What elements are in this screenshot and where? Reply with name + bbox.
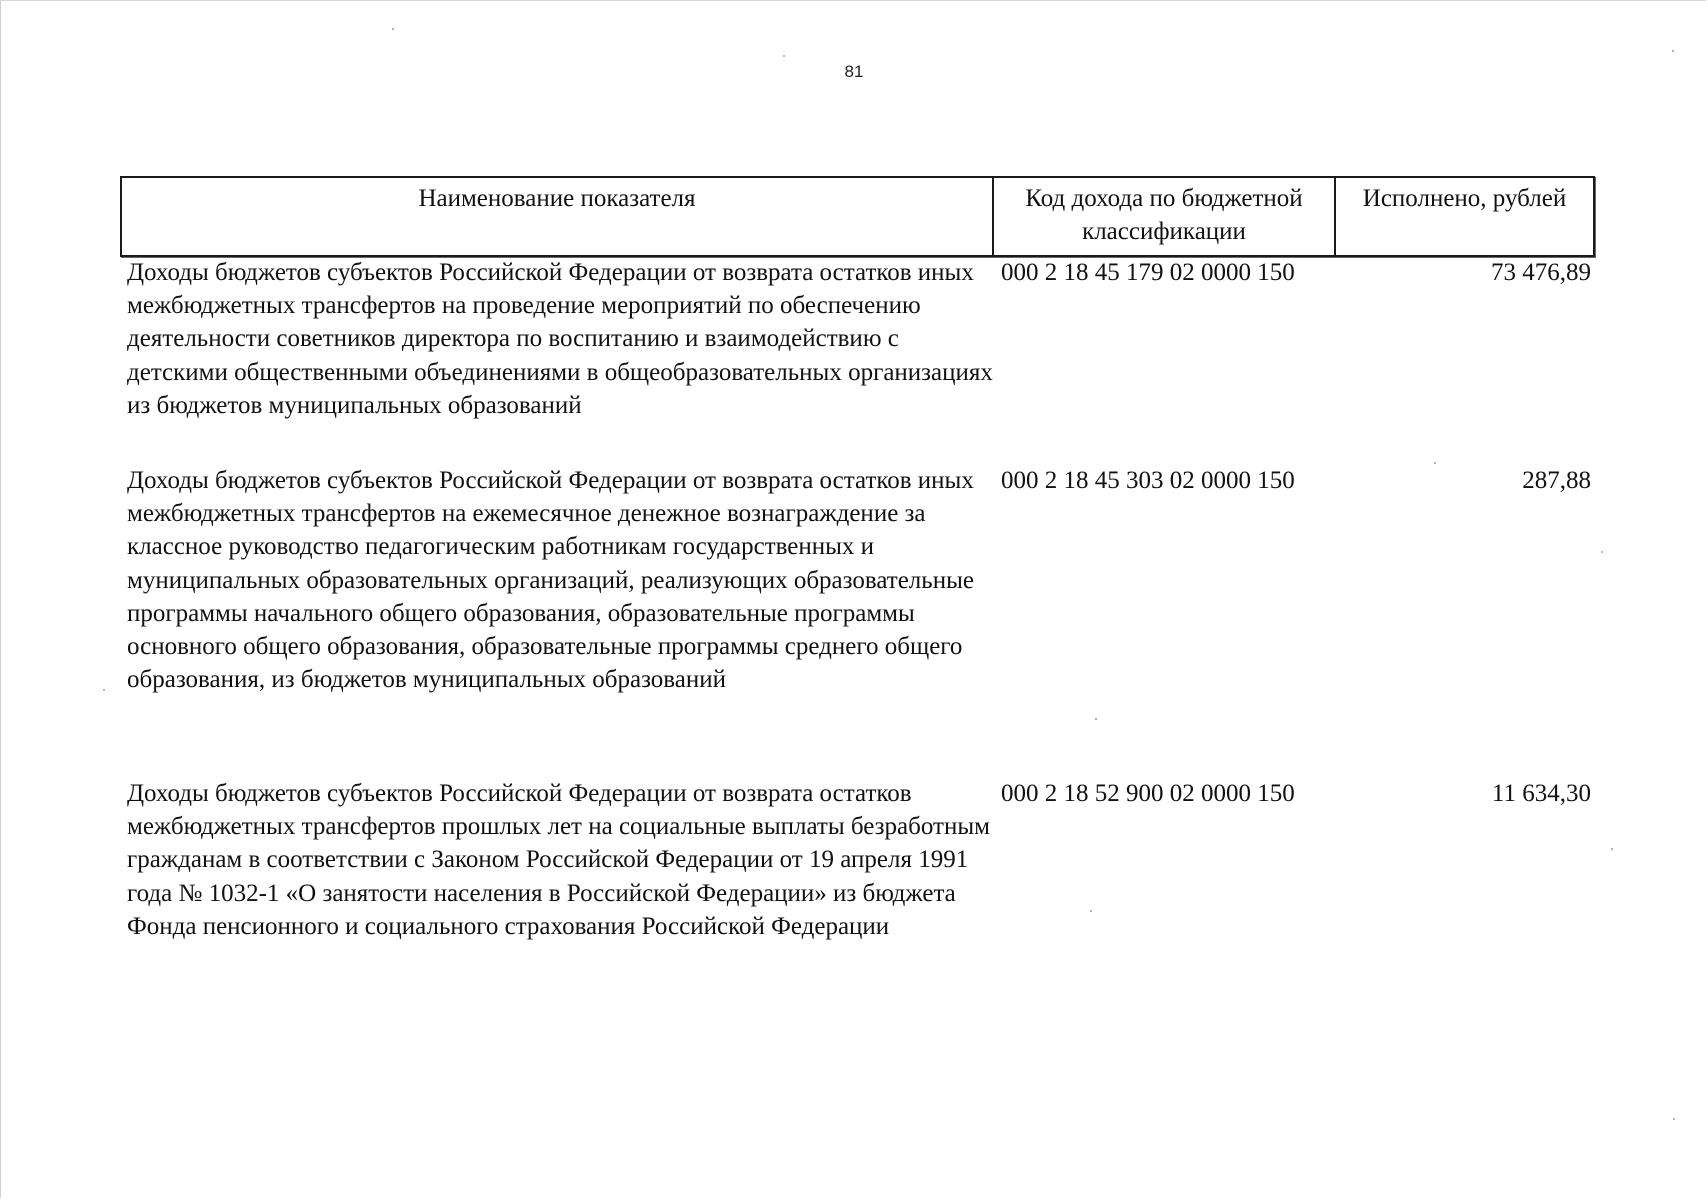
scan-speck — [1672, 50, 1674, 52]
header-amount-column: Исполнено, рублей — [1362, 185, 1567, 212]
scan-speck — [783, 55, 785, 57]
header-name-column: Наименование показателя — [122, 178, 994, 255]
row-indicator-name: Доходы бюджетов субъектов Российской Федерации от возврата остатков иных межбюджетных трансфертов на проведение мероприятий по обеспечению деятельности советников директора по воспитанию и взаимодействию с детскими общественными объединениями в общеобразовательных организациях из бюджетов муниципальных образований — [127, 259, 993, 419]
scan-speck — [1434, 462, 1436, 464]
header-code-column: Код дохода по бюджетной классификации — [994, 178, 1336, 255]
row-amount: 73 476,89 — [1491, 259, 1591, 286]
row-income-code: 000 2 18 52 900 02 0000 150 — [1001, 780, 1295, 807]
row-amount: 11 634,30 — [1491, 780, 1591, 807]
row-indicator-name: Доходы бюджетов субъектов Российской Федерации от возврата остатков межбюджетных трансфертов прошлых лет на социальные выплаты безработным гражданам в соответствии с Законом Российской Федерации от 19 апреля 1991 года № 1032-1 «О занятости населения в Российской Федерации» из бюджета Фонда пенсионного и социального страхования Российской Федерации — [127, 780, 990, 940]
scan-speck — [1095, 718, 1097, 720]
table-header — [120, 176, 1595, 257]
row-income-code: 000 2 18 45 179 02 0000 150 — [1001, 259, 1295, 286]
scan-speck — [1673, 1118, 1675, 1120]
page-number: 81 — [844, 62, 864, 81]
scan-speck — [1611, 848, 1613, 850]
row-indicator-name: Доходы бюджетов субъектов Российской Федерации от возврата остатков иных межбюджетных трансфертов на ежемесячное денежное вознаграждение за классное руководство педагогическим работникам государственных и муниципальных образовательных организаций, реализующих образовательные программы начального общего образования, образовательные программы основного общего образования, образовательные программы среднего общего образования, из бюджетов муниципальных образований — [127, 467, 974, 694]
scan-speck — [392, 28, 394, 30]
row-amount: 287,88 — [1522, 467, 1591, 494]
row-income-code: 000 2 18 45 303 02 0000 150 — [1001, 467, 1295, 494]
scan-speck — [1090, 910, 1092, 912]
scan-speck — [1601, 551, 1603, 553]
scan-speck — [103, 689, 105, 691]
